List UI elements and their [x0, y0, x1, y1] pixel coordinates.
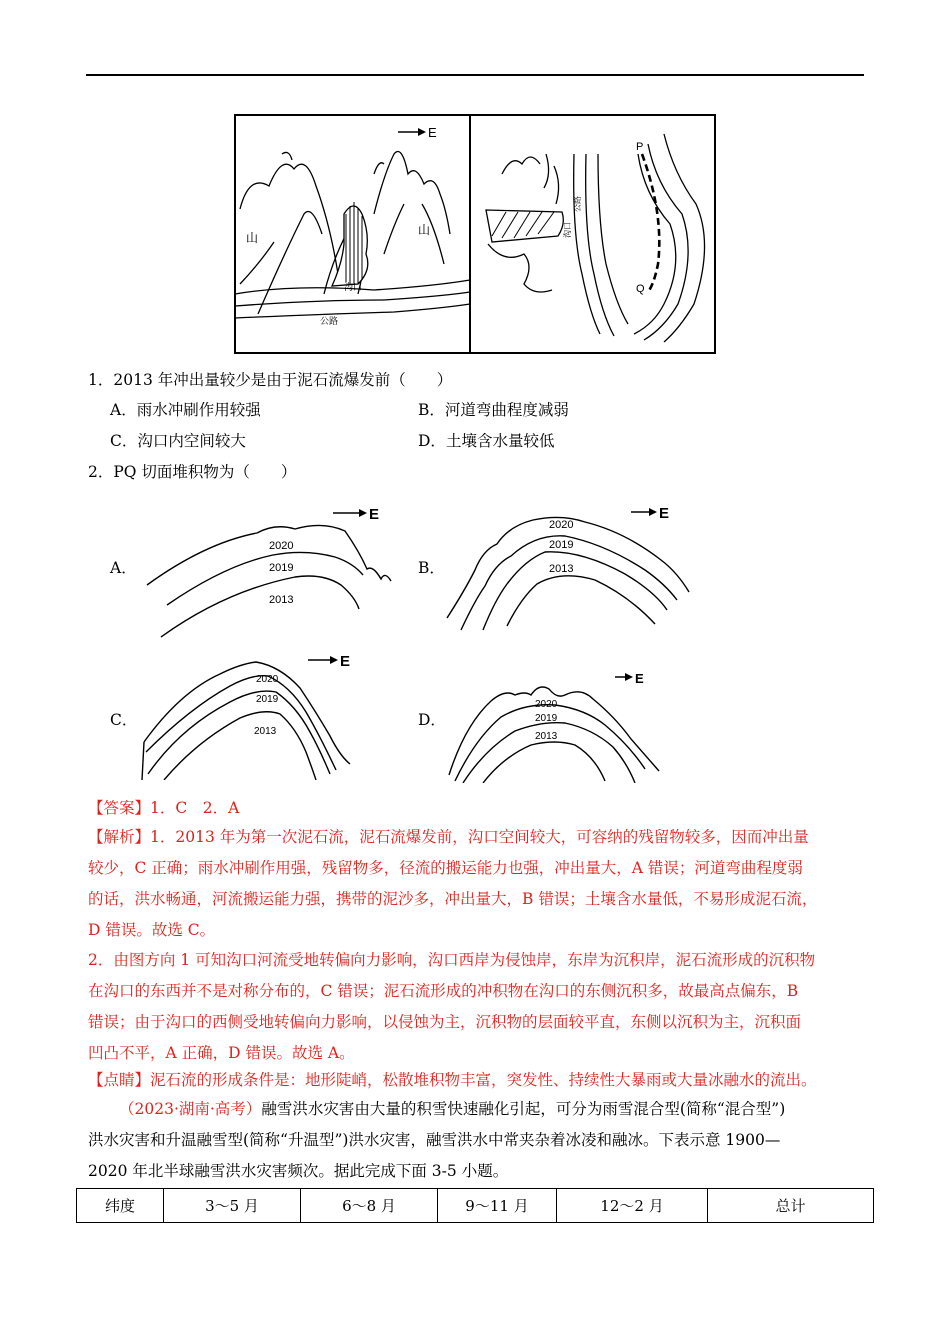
svg-text:E: E — [369, 506, 380, 523]
next-question-intro: （2023·湖南·高考）融雪洪水灾害由大量的积雪快速融化引起，可分为雨雪混合型(简称“混合型”) 洪水灾害和升温融雪型(简称“升温型”)洪水灾害，融雪洪水中常夹杂着冰凌和融冰。下表示意 1900— 2020 年北半球融雪洪水灾害频次。据此完成下面 3-5 小题。 — [88, 1100, 786, 1180]
direction-arrow-icon — [631, 508, 657, 516]
q2-option-c-diagram — [140, 652, 390, 780]
table-header-cell: 12～2 月 — [557, 1189, 708, 1223]
svg-text:2019: 2019 — [269, 562, 294, 574]
q2-option-d-diagram — [445, 665, 700, 783]
q1-option-c: C．沟口内空间较大 — [110, 432, 246, 450]
svg-text:E: E — [659, 505, 670, 522]
point-q-label: Q — [636, 283, 645, 295]
q2-option-b-diagram — [445, 500, 700, 635]
direction-label-left: E — [428, 125, 437, 140]
q1-option-d: D．土壤含水量较低 — [418, 432, 555, 450]
answer-line: 【答案】1．C 2．A — [88, 799, 240, 817]
svg-text:2020: 2020 — [269, 540, 294, 552]
svg-text:2013: 2013 — [269, 594, 294, 606]
svg-text:2020: 2020 — [535, 699, 558, 710]
svg-text:2013: 2013 — [254, 726, 277, 737]
svg-text:2020: 2020 — [256, 674, 279, 685]
q2-option-a-letter: A． — [110, 559, 137, 577]
source-tag: （2023·湖南·高考） — [119, 1100, 262, 1118]
svg-text:E: E — [635, 671, 644, 686]
q2-option-b-letter: B． — [418, 559, 445, 577]
svg-text:2020: 2020 — [549, 519, 574, 531]
svg-text:2019: 2019 — [256, 694, 279, 705]
q2-option-a-diagram — [145, 505, 395, 640]
table-header-cell: 9～11 月 — [438, 1189, 557, 1223]
figure-gully-map — [234, 114, 716, 354]
q1-option-a: A．雨水冲刷作用较强 — [110, 401, 261, 419]
table-header-cell: 纬度 — [77, 1189, 164, 1223]
direction-arrow-icon — [615, 673, 633, 681]
q2-stem: 2．PQ 切面堆积物为（ ） — [88, 463, 297, 481]
analysis-part-1: 【解析】1．2013 年为第一次泥石流，泥石流爆发前，沟口空间较大，可容纳的残留物较多，因而冲出量 较少，C 正确；雨水冲刷作用强，残留物多，径流的搬运能力也强，冲出量大，A 错误；河道弯曲程度弱 的话，洪水畅通，河流搬运能力强，携带的泥沙多，冲出量大，B 错误；土壤含水量低，不易形成泥石流， D 错误。故选 C。 — [88, 828, 818, 939]
svg-text:2013: 2013 — [535, 731, 558, 742]
road-label-left: 公路 — [320, 316, 339, 326]
svg-text:2013: 2013 — [549, 563, 574, 575]
svg-text:E: E — [340, 653, 351, 670]
q1-option-b: B．河道弯曲程度减弱 — [418, 401, 569, 419]
direction-arrow-icon — [333, 509, 367, 517]
analysis-tag: 【解析】 — [88, 828, 151, 846]
mountain-label-left: 山 — [246, 231, 259, 245]
table-header-cell: 6～8 月 — [301, 1189, 438, 1223]
direction-arrow-icon — [308, 656, 338, 664]
q2-option-d-letter: D． — [418, 711, 446, 729]
point-p-label: P — [636, 141, 644, 153]
table-header-cell: 3～5 月 — [164, 1189, 301, 1223]
svg-text:2019: 2019 — [549, 539, 574, 551]
flood-frequency-table — [76, 1188, 874, 1223]
gully-mouth-label-left: 沟口 — [344, 282, 363, 292]
svg-text:2019: 2019 — [535, 713, 558, 724]
q2-option-c-letter: C． — [110, 711, 138, 729]
gully-mouth-label-right: 沟口 — [563, 222, 572, 238]
mountain-label-right: 山 — [418, 223, 431, 237]
road-label-right: 公路 — [573, 196, 582, 212]
dianjing-line: 【点睛】泥石流的形成条件是：地形陡峭，松散堆积物丰富，突发性、持续性大暴雨或大量冰融水的流出。 — [88, 1071, 817, 1089]
analysis-part-2: 2．由图方向 1 可知沟口河流受地转偏向力影响，沟口西岸为侵蚀岸，东岸为沉积岸，泥石流形成的沉积物 在沟口的东西并不是对称分布的，C 错误；泥石流形成的冲积物在沟口的东侧沉积多，故最高点偏东，B 错误；由于沟口的西侧受地转偏向力影响，以侵蚀为主，沉积物的层面较平直，东侧以沉积为主，沉积面 凹凸不平，A 正确，D 错误。故选 A。 — [88, 951, 816, 1062]
header-rule — [86, 74, 864, 76]
q1-stem: 1．2013 年冲出量较少是由于泥石流爆发前（ ） — [88, 371, 453, 389]
table-header-cell: 总计 — [708, 1189, 874, 1223]
table-header-row — [77, 1189, 874, 1223]
